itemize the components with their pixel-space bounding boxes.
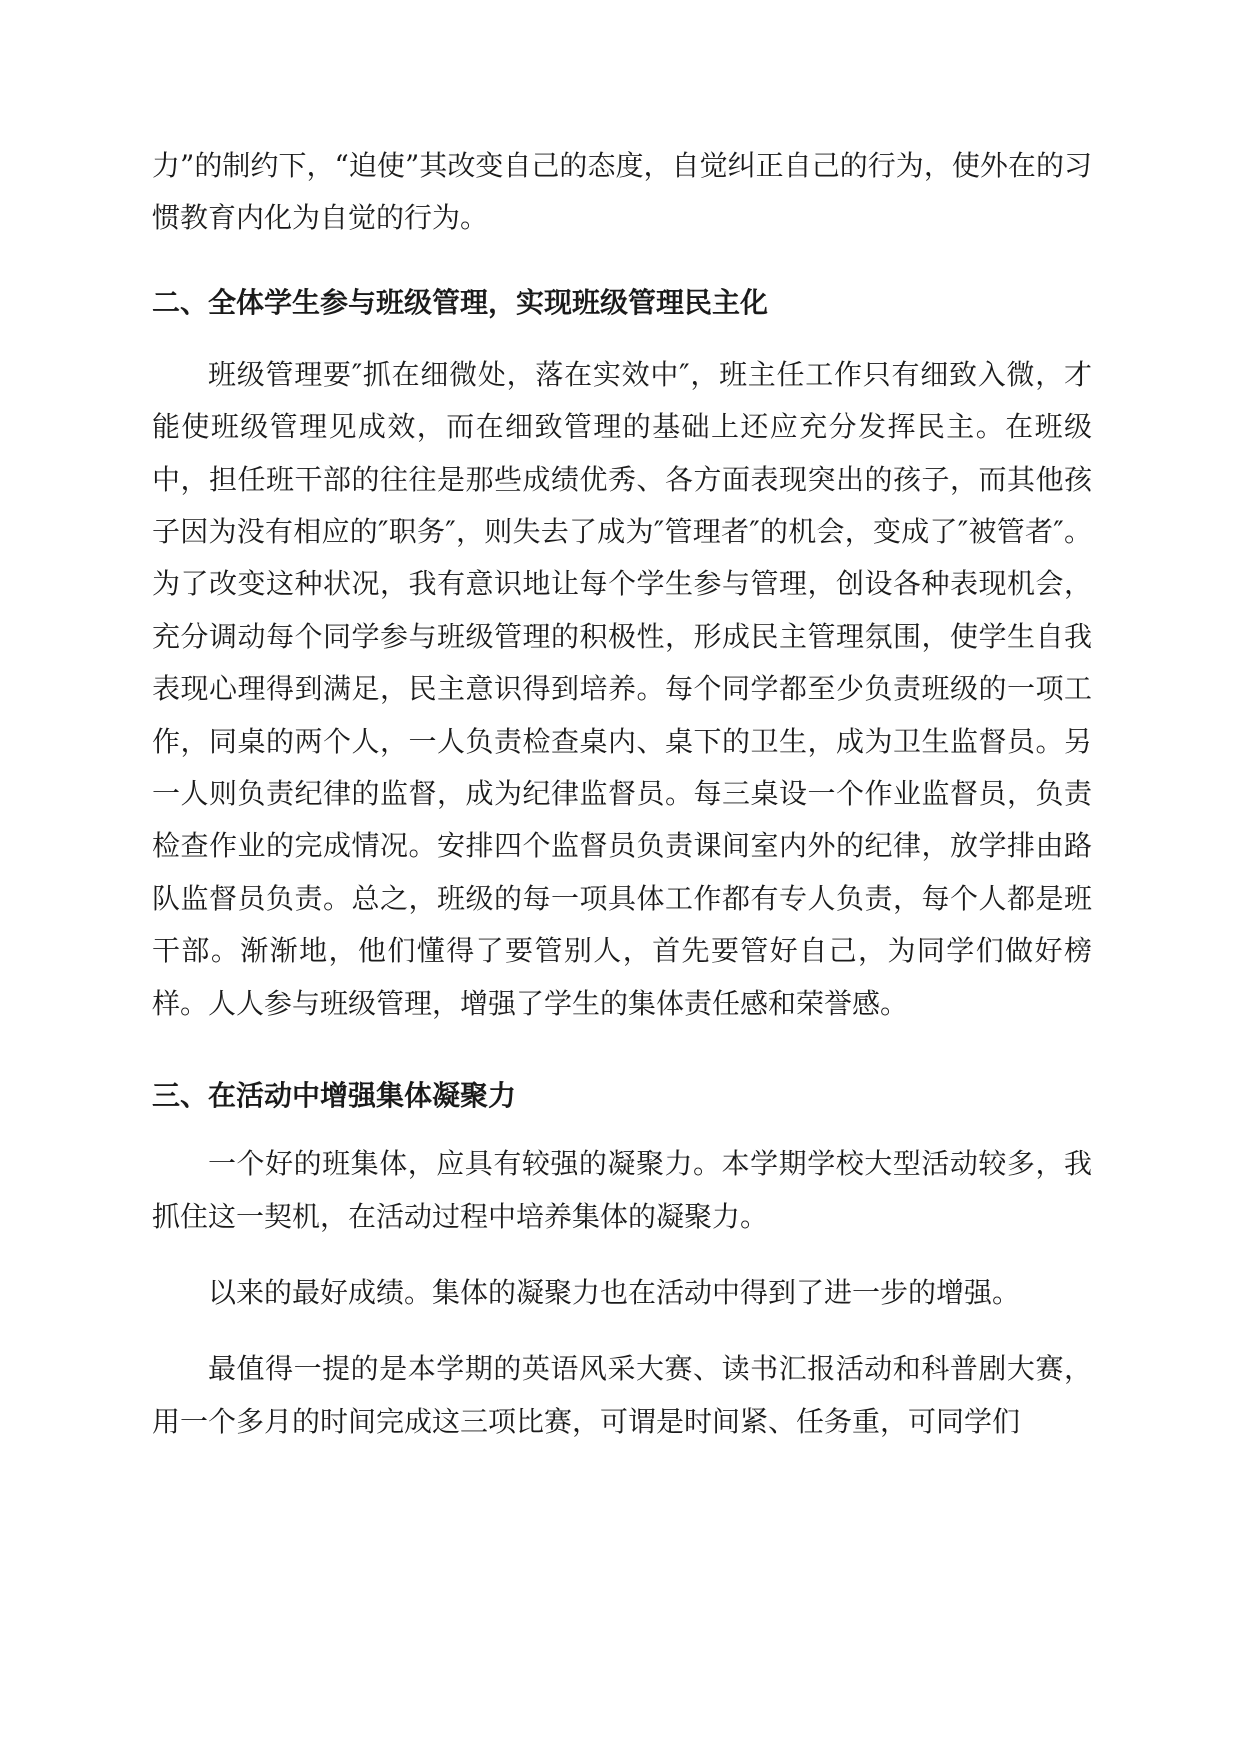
document-body: [152, 140, 1092, 1448]
paragraph-continued: 力”的制约下，“迫使”其改变自己的态度，自觉纠正自己的行为，使外在的习惯教育内化为自觉的行为。: [152, 149, 1092, 235]
paragraph-competitions: 最值得一提的是本学期的英语风采大赛、读书汇报活动和科普剧大赛，用一个多月的时间完成这三项比赛，可谓是时间紧、任务重，可同学们: [152, 1352, 1092, 1438]
paragraph-democratic-management: 班级管理要″抓在细微处，落在实效中″，班主任工作只有细致入微，才能使班级管理见成效，而在细致管理的基础上还应充分发挥民主。在班级中，担任班干部的往往是那些成绩优秀、各方面表现突出的孩子，而其他孩子因为没有相应的″职务″，则失去了成为″管理者″的机会，变成了″被管者″。为了改变这种状况，我有意识地让每个学生参与管理，创设各种表现机会，充分调动每个同学参与班级管理的积极性，形成民主管理氛围，使学生自我表现心理得到满足，民主意识得到培养。每个同学都至少负责班级的一项工作，同桌的两个人，一人负责检查桌内、桌下的卫生，成为卫生监督员。另一人则负责纪律的监督，成为纪律监督员。每三桌设一个作业监督员，负责检查作业的完成情况。安排四个监督员负责课间室内外的纪律，放学排由路队监督员负责。总之，班级的每一项具体工作都有专人负责，每个人都是班干部。渐渐地，他们懂得了要管别人，首先要管好自己，为同学们做好榜样。人人参与班级管理，增强了学生的集体责任感和荣誉感。: [152, 357, 1092, 1020]
section-heading-2: 二、全体学生参与班级管理，实现班级管理民主化: [152, 285, 769, 319]
paragraph-cohesion: 一个好的班集体，应具有较强的凝聚力。本学期学校大型活动较多，我抓住这一契机，在活动过程中培养集体的凝聚力。: [152, 1147, 1092, 1233]
section-heading-3: 三、在活动中增强集体凝聚力: [152, 1079, 517, 1113]
paragraph-best-results: 以来的最好成绩。集体的凝聚力也在活动中得到了进一步的增强。: [208, 1275, 1021, 1309]
